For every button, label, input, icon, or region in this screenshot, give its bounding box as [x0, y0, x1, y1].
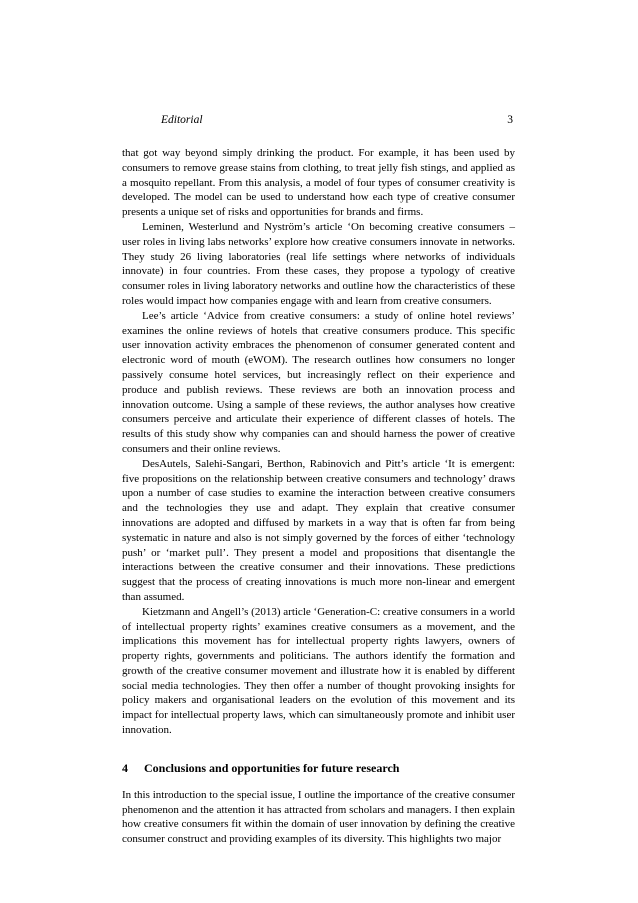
paragraph: Kietzmann and Angell’s (2013) article ‘Generation-C: creative consumers in a world of intellectual property rights’ examines creative consumers as a movement, and the implications this movement has for intellectual property rights lawyers, owners of property rights, governments and politicians. The authors identify the formation and growth of the creative consumer movement and illustrate how it is enabled by different social media technologies. They then offer a number of thought provoking insights for policy makers and organisational leaders on the evolution of this movement and its impact for intellectual property laws, which can simultaneously promote and inhibit user innovation.: [122, 605, 515, 737]
paragraph: In this introduction to the special issue, I outline the importance of the creative consumer phenomenon and the attention it has attracted from scholars and managers. I then explain how creative consumers fit within the domain of user innovation by defining the creative consumer construct and providing examples of its diversity. This highlights two major: [122, 788, 515, 846]
paragraph: that got way beyond simply drinking the product. For example, it has been used by consumers to remove grease stains from clothing, to treat jelly fish stings, and applied as a mosquito repellant. From this analysis, a model of four types of consumer creativity is developed. The model can be used to understand how each type of creative consumer presents a unique set of risks and opportunities for brands and firms.: [122, 147, 515, 219]
paragraph: Lee’s article ‘Advice from creative consumers: a study of online hotel reviews’ examines the online reviews of hotels that creative consumers produce. This specific user innovation activity embraces the phenomenon of consumer generated content and electronic word of mouth (eWOM). The research outlines how consumers no longer passively consume hotel services, but increasingly reflect on their experience and produce and publish reviews. These reviews are both an innovation process and innovation outcome. Using a sample of these reviews, the author analyses how creative consumers perceive and articulate their experience of different classes of hotels. The results of this study show why companies can and should harness the power of creative consumers and their online reviews.: [122, 309, 515, 455]
body-text: [122, 146, 515, 847]
section-number: 4: [122, 760, 128, 775]
section-heading: [122, 761, 515, 776]
paragraph: DesAutels, Salehi-Sangari, Berthon, Rabinovich and Pitt’s article ‘It is emergent: five propositions on the relationship between creative consumers and technology’ draws upon a number of case studies to examine the interaction between creative consumers and the technologies they use and adapt. They explain that creative consumer innovations are adopted and diffused by markets in a way that is often far from being systematic in nature and also is not simply governed by the forces of either ‘technology push’ or ‘market pull’. They present a model and propositions that disentangle the interactions between the creative consumer and their innovations. These predictions suggest that the process of creating innovations is much more non-linear and emergent than assumed.: [122, 457, 515, 603]
section-title: Conclusions and opportunities for future research: [144, 760, 400, 775]
page-number: 3: [507, 114, 513, 126]
journal-title: Editorial: [161, 114, 203, 126]
paragraph: Leminen, Westerlund and Nyström’s article ‘On becoming creative consumers – user roles in living labs networks’ explore how creative consumers innovate in networks. They study 26 living laboratories (real life settings where networks of individuals innovate) in four countries. From these cases, they propose a typology of creative consumer roles in living laboratory networks and outline how the characteristics of these roles would impact how companies engage with and learn from creative consumers.: [122, 220, 515, 307]
